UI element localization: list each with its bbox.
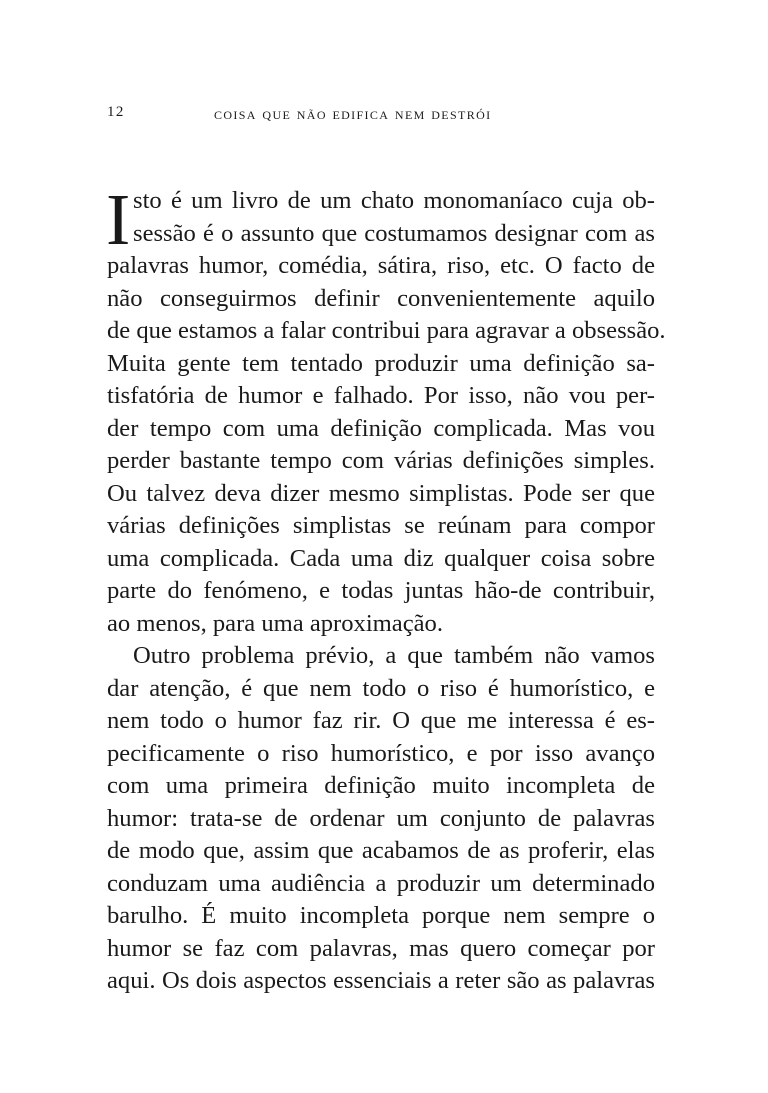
text-line: Outro problema prévio, a que também não vamos xyxy=(133,642,655,669)
text-line: barulho. É muito incompleta porque nem sempre o xyxy=(107,902,655,929)
text-line: perder bastante tempo com várias definições simples. xyxy=(107,447,655,474)
text-line: de modo que, assim que acabamos de as proferir, elas xyxy=(107,837,655,864)
text-line: várias definições simplistas se reúnam para compor xyxy=(107,512,655,539)
paragraph-2 xyxy=(107,640,655,998)
text-line: não conseguirmos definir convenientemente aquilo xyxy=(107,284,655,312)
text-line: humor: trata-se de ordenar um conjunto de palavras xyxy=(107,804,655,832)
running-head xyxy=(107,104,655,126)
text-line: sessão é o assunto que costumamos designar com as xyxy=(133,219,655,247)
text-line: humor se faz com palavras, mas quero começar por xyxy=(107,934,655,962)
text-line: uma complicada. Cada uma diz qualquer coisa sobre xyxy=(107,544,655,572)
running-title: coisa que não edifica nem destrói xyxy=(214,104,492,123)
drop-cap: I xyxy=(106,179,131,260)
paragraph-1 xyxy=(106,179,666,640)
text-line: tisfatória de humor e falhado. Por isso, não vou per- xyxy=(107,382,655,409)
text-line: com uma primeira definição muito incompleta de xyxy=(107,772,655,799)
text-line: der tempo com uma definição complicada. Mas vou xyxy=(107,414,655,442)
text-line: de que estamos a falar contribui para agravar a obsessão. xyxy=(107,317,666,344)
text-line: nem todo o humor faz rir. O que me interessa é es- xyxy=(107,707,655,734)
text-line: pecificamente o riso humorístico, e por isso avanço xyxy=(107,739,655,767)
text-line: Ou talvez deva dizer mesmo simplistas. Pode ser que xyxy=(107,479,655,507)
text-line: ao menos, para uma aproximação. xyxy=(107,609,443,637)
text-line: sto é um livro de um chato monomaníaco cuja ob- xyxy=(133,187,655,214)
text-line: parte do fenómeno, e todas juntas hão-de contribuir, xyxy=(107,577,655,604)
text-line: dar atenção, é que nem todo o riso é humorístico, e xyxy=(107,674,655,702)
text-line: conduzam uma audiência a produzir um determinado xyxy=(107,869,655,897)
text-line: palavras humor, comédia, sátira, riso, etc. O facto de xyxy=(107,252,655,279)
body-text xyxy=(106,179,666,998)
page-number: 12 xyxy=(107,104,125,120)
text-line: aqui. Os dois aspectos essenciais a reter são as palavras xyxy=(107,967,655,994)
text-line: Muita gente tem tentado produzir uma definição sa- xyxy=(107,349,655,377)
